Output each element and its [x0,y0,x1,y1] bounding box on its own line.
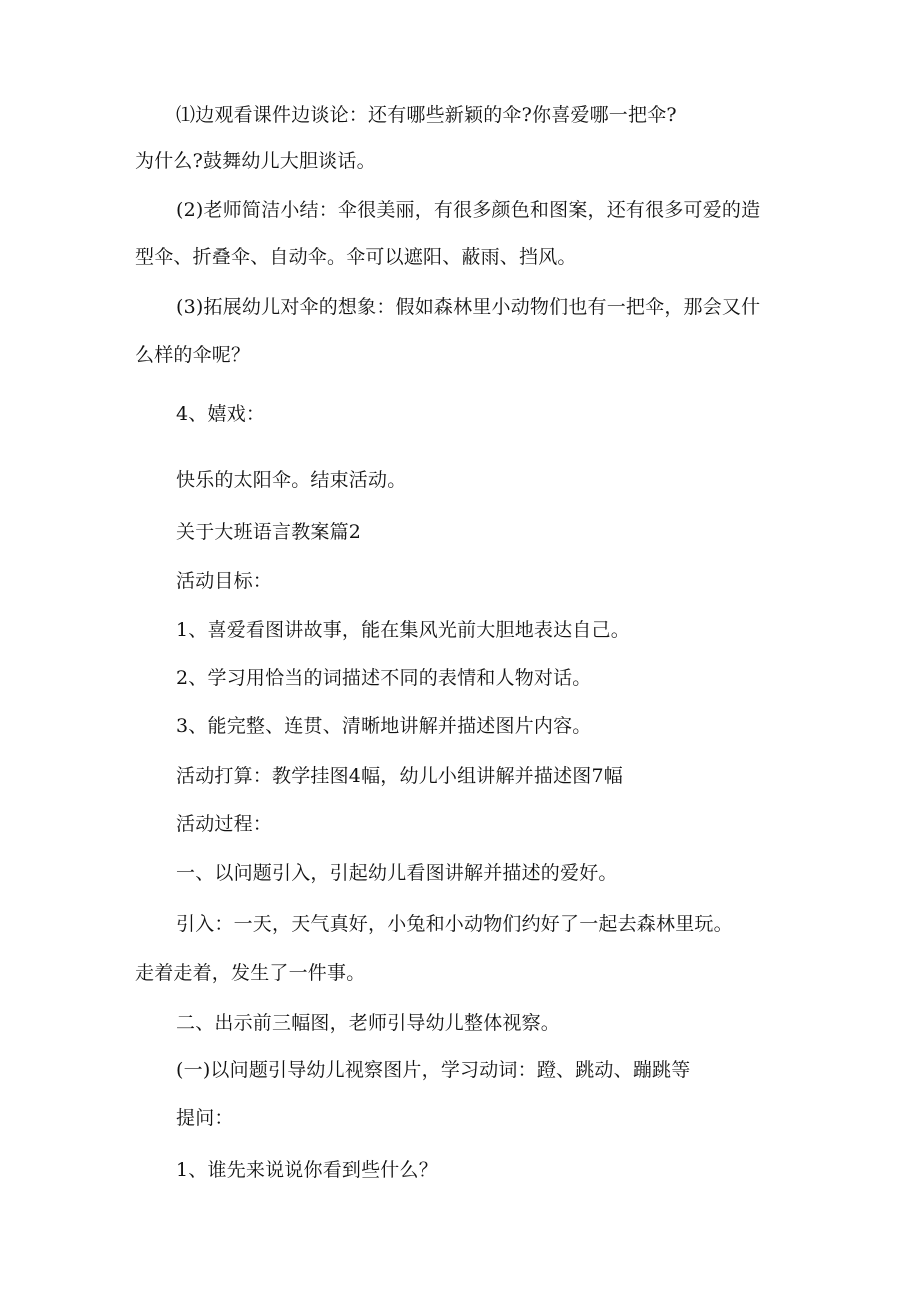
list-item: 1、喜爱看图讲故事，能在集风光前大胆地表达自己。 [176,619,630,641]
paragraph-line: ⑴边观看课件边谈论：还有哪些新颖的伞?你喜爱哪一把伞? [176,104,677,126]
list-item: 1、谁先来说说你看到些什么？ [176,1159,438,1181]
paragraph-line: (2)老师简洁小结：伞很美丽，有很多颜色和图案，还有很多可爱的造 [176,199,761,221]
paragraph-line: 型伞、折叠伞、自动伞。伞可以遮阳、蔽雨、挡风。 [135,246,577,268]
paragraph-line: 引入：一天，天气真好，小兔和小动物们约好了一起去森林里玩。 [176,913,733,935]
paragraph-line: 快乐的太阳伞。结束活动。 [176,469,407,491]
list-item: 2、学习用恰当的词描述不同的表情和人物对话。 [176,667,592,689]
paragraph-line: 么样的伞呢？ [135,344,251,366]
section-heading: 提问： [176,1107,234,1129]
paragraph-line: 为什么?鼓舞幼儿大胆谈话。 [135,150,376,172]
paragraph-line: 走着走着，发生了一件事。 [135,962,366,984]
section-heading: 4、嬉戏： [176,403,266,425]
section-heading: 活动过程： [176,813,273,835]
paragraph-line: 一、以问题引入，引起幼儿看图讲解并描述的爱好。 [176,862,618,884]
list-item: 3、能完整、连贯、清晰地讲解并描述图片内容。 [176,715,592,737]
article-title: 关于大班语言教案篇2 [176,521,362,543]
paragraph-line: (3)拓展幼儿对伞的想象：假如森林里小动物们也有一把伞，那会又什 [176,296,761,318]
section-heading: 活动目标： [176,570,273,592]
paragraph-line: 二、出示前三幅图，老师引导幼儿整体视察。 [176,1012,561,1034]
paragraph-line: (一)以问题引导幼儿视察图片，学习动词：蹬、跳动、蹦跳等 [176,1059,691,1081]
paragraph-line: 活动打算：教学挂图4幅，幼儿小组讲解并描述图7幅 [176,765,623,787]
